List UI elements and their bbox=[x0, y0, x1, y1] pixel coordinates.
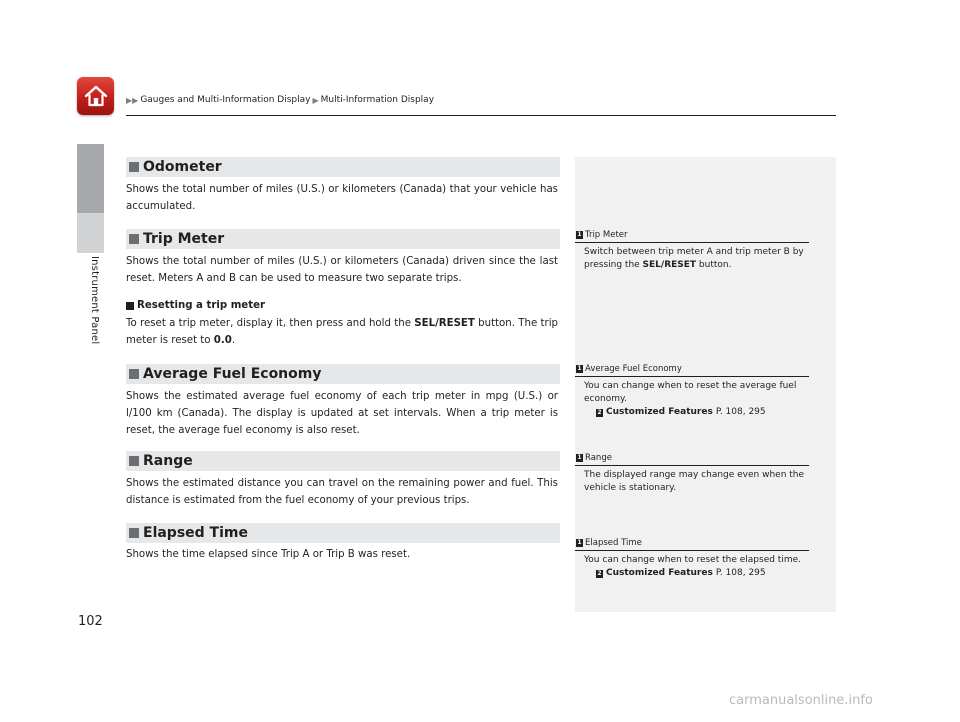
chapter-label: Instrument Panel bbox=[89, 256, 100, 345]
section-title: Range bbox=[143, 453, 193, 469]
trip-meter-text: Shows the total number of miles (U.S.) or kilometers (Canada) driven since the last reset. Meters A and B can be used to measure two separate trips. bbox=[126, 256, 558, 284]
cross-reference[interactable] bbox=[584, 406, 809, 419]
elapsed-text: Shows the time elapsed since Trip A or Trip B was reset. bbox=[126, 549, 411, 560]
note-marker-icon: 1 bbox=[577, 454, 582, 461]
note-header bbox=[575, 453, 809, 463]
note-marker-icon: 1 bbox=[577, 539, 582, 546]
breadcrumb-link-gauges[interactable]: Gauges and Multi-Information Display bbox=[140, 95, 311, 105]
note-title: Trip Meter bbox=[585, 230, 628, 240]
note-header bbox=[575, 538, 809, 548]
reset-trip-text bbox=[126, 315, 558, 349]
section-square-icon bbox=[129, 369, 139, 379]
text-run: To reset a trip meter, display it, then press and hold the bbox=[126, 318, 415, 329]
subheading-text: Resetting a trip meter bbox=[137, 300, 266, 311]
cross-reference-icon: 2 bbox=[597, 408, 602, 416]
text-run: Switch between trip meter A and trip meter B by pressing the bbox=[584, 247, 804, 270]
reset-value: 0.0 bbox=[213, 335, 232, 346]
note-header bbox=[575, 230, 809, 240]
header-divider bbox=[126, 115, 836, 116]
button-name: SEL/RESET bbox=[642, 260, 697, 270]
note-title: Range bbox=[585, 453, 612, 463]
note-body bbox=[575, 551, 809, 580]
section-square-icon bbox=[129, 528, 139, 538]
note-text: You can change when to reset the elapsed time. bbox=[584, 555, 801, 565]
odometer-text: Shows the total number of miles (U.S.) or kilometers (Canada) that your vehicle has accumulated. bbox=[126, 184, 558, 212]
watermark: carmanualsonline.info bbox=[729, 693, 873, 708]
note-avg-fuel bbox=[575, 364, 809, 419]
note-title: Average Fuel Economy bbox=[585, 364, 682, 374]
home-icon bbox=[83, 84, 109, 108]
range-text: Shows the estimated distance you can travel on the remaining power and fuel. This distance is estimated from the fuel economy of your previous trips. bbox=[126, 478, 558, 506]
cross-reference[interactable] bbox=[584, 567, 809, 580]
section-title: Elapsed Time bbox=[143, 525, 248, 541]
xref-pages[interactable]: P. 108, 295 bbox=[715, 568, 766, 578]
page-number: 102 bbox=[78, 614, 103, 629]
section-header-odometer bbox=[126, 157, 560, 177]
section-header-elapsed bbox=[126, 523, 560, 543]
chapter-tab bbox=[77, 213, 104, 253]
note-header bbox=[575, 364, 809, 374]
section-title: Average Fuel Economy bbox=[143, 366, 322, 382]
breadcrumb-arrow-icon: ▶ bbox=[312, 95, 319, 105]
section-square-icon bbox=[129, 456, 139, 466]
avg-fuel-text: Shows the estimated average fuel economy of each trip meter in mpg (U.S.) or l/100 km (Canada). The display is updated at set intervals. When a trip meter is reset, the average fuel economy is also reset. bbox=[126, 391, 558, 436]
text-run: button. The trip meter is reset to bbox=[126, 318, 558, 346]
note-body bbox=[575, 377, 809, 419]
section-header-avg-fuel bbox=[126, 364, 560, 384]
section-title: Trip Meter bbox=[143, 231, 225, 247]
section-title: Odometer bbox=[143, 159, 222, 175]
chapter-tab-active bbox=[77, 144, 104, 213]
xref-pages[interactable]: P. 108, 295 bbox=[715, 407, 766, 417]
note-title: Elapsed Time bbox=[585, 538, 642, 548]
button-name: SEL/RESET bbox=[414, 318, 475, 329]
text-run: button. bbox=[696, 260, 732, 270]
xref-label[interactable]: Customized Features bbox=[606, 407, 713, 417]
text-run: . bbox=[231, 335, 236, 346]
home-button[interactable] bbox=[77, 77, 114, 115]
breadcrumb bbox=[126, 95, 434, 105]
note-range bbox=[575, 453, 809, 495]
xref-label[interactable]: Customized Features bbox=[606, 568, 713, 578]
note-text: You can change when to reset the average fuel economy. bbox=[584, 381, 797, 404]
subheading-square-icon bbox=[126, 302, 134, 310]
note-marker-icon: 1 bbox=[577, 365, 582, 372]
section-square-icon bbox=[129, 234, 139, 244]
note-trip-meter bbox=[575, 230, 809, 272]
note-elapsed bbox=[575, 538, 809, 580]
section-header-range bbox=[126, 451, 560, 471]
note-body bbox=[575, 243, 809, 272]
breadcrumb-link-mid[interactable]: Multi-Information Display bbox=[320, 95, 435, 105]
section-square-icon bbox=[129, 162, 139, 172]
section-header-trip-meter bbox=[126, 229, 560, 249]
note-body: The displayed range may change even when the vehicle is stationary. bbox=[584, 470, 805, 493]
note-marker-icon: 1 bbox=[577, 231, 582, 238]
cross-reference-icon: 2 bbox=[597, 569, 602, 577]
subheading-reset-trip bbox=[126, 300, 265, 311]
breadcrumb-arrow-icon: ▶▶ bbox=[126, 95, 139, 105]
